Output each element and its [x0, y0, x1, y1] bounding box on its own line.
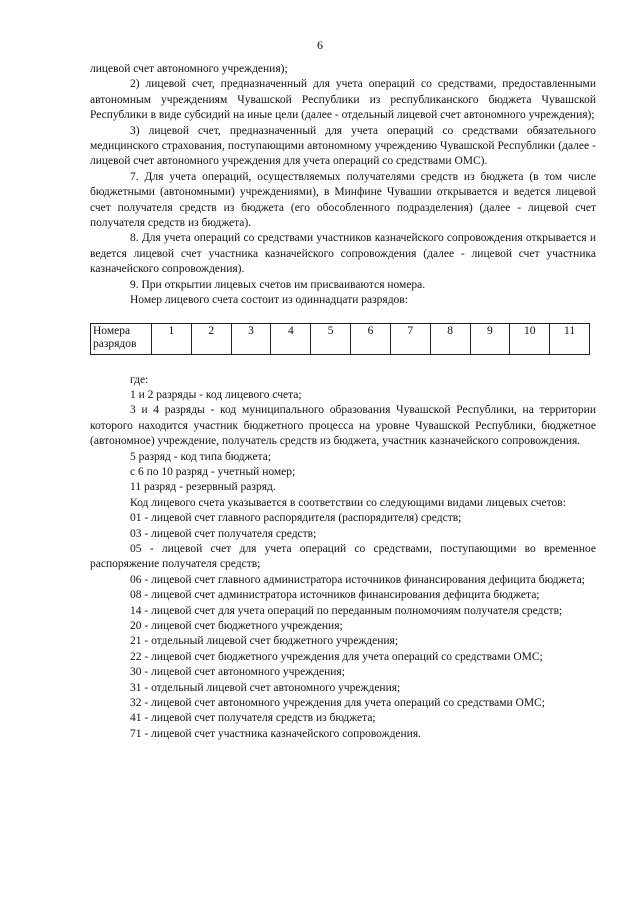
digits-table-header: Номера разрядов — [91, 323, 152, 354]
paragraph: 5 разряд - код типа бюджета; — [130, 450, 272, 463]
paragraphs-bottom — [90, 373, 596, 743]
digit-cell: 1 — [152, 323, 192, 354]
paragraph: лицевой счет автономного учреждения); — [90, 63, 288, 75]
digit-cell: 2 — [191, 323, 231, 354]
digit-cell: 7 — [390, 323, 430, 354]
paragraph: 20 - лицевой счет бюджетного учреждения; — [130, 620, 343, 632]
paragraph: 30 - лицевой счет автономного учреждения; — [130, 666, 345, 679]
paragraph: 31 - отдельный лицевой счет автономного учреждения; — [130, 681, 401, 694]
digit-cell: 8 — [430, 323, 470, 354]
paragraph: 11 разряд - резервный разряд. — [130, 481, 276, 494]
paragraph: 7. Для учета операций, осуществляемых получателями средств из бюджета (в том числе бюджетными (автономными) учреждениями), в Минфине Чувашии открывается и ведется лицевой счет получателя средств из бюджета (его обособленного подразделения) (далее - лицевой счет получателя средств из бюджета). — [90, 170, 596, 230]
paragraph: 1 и 2 разряды - код лицевого счета; — [130, 388, 302, 401]
paragraphs-top — [90, 62, 596, 309]
paragraph: 06 - лицевой счет главного администратора источников финансирования дефицита бюджета; — [130, 573, 585, 586]
paragraph: 03 - лицевой счет получателя средств; — [130, 527, 317, 540]
paragraph: 2) лицевой счет, предназначенный для учета операций со средствами, предоставленными автономным учреждениям Чувашской Республики из республиканского бюджета Чувашской Республики в виде субсидий на иные цели (далее - отдельный лицевой счет автономного учреждения); — [90, 78, 596, 122]
document-body — [90, 62, 596, 742]
paragraph: 01 - лицевой счет главного распорядителя (распорядителя) средств; — [130, 512, 462, 525]
paragraph: 9. При открытии лицевых счетов им присваиваются номера. — [130, 278, 426, 291]
digit-cell: 10 — [510, 323, 550, 354]
paragraph: Код лицевого счета указывается в соответствии со следующими видами лицевых счетов: — [130, 496, 566, 509]
paragraph: 3 и 4 разряды - код муниципального образования Чувашской Республики, на территории которого находится участник бюджетного процесса на уровне Чувашской Республики, бюджетное (автономное) учреждение, получатель средств из бюджета, участник казначейского сопровождения. — [90, 404, 596, 448]
digit-cell: 9 — [470, 323, 510, 354]
digit-cell: 11 — [550, 323, 590, 354]
digits-table-row — [91, 323, 590, 354]
paragraph: 32 - лицевой счет автономного учреждения для учета операций со средствами ОМС; — [130, 697, 545, 710]
digit-cell: 4 — [271, 323, 311, 354]
page-number: 6 — [317, 38, 323, 52]
digits-table — [90, 323, 590, 355]
paragraph: 41 - лицевой счет получателя средств из бюджета; — [130, 712, 376, 725]
paragraph: с 6 по 10 разряд - учетный номер; — [130, 465, 296, 478]
paragraph: 14 - лицевой счет для учета операций по переданным полномочиям получателя средств; — [130, 604, 563, 617]
paragraph: 21 - отдельный лицевой счет бюджетного учреждения; — [130, 635, 399, 648]
paragraph: 3) лицевой счет, предназначенный для учета операций со средствами обязательного медицинского страхования, поступающими автономному учреждению Чувашской Республики (далее - лицевой счет автономного учреждения для учета операций со средствами ОМС). — [90, 124, 596, 168]
paragraph: 8. Для учета операций со средствами участников казначейского сопровождения открывается и ведется лицевой счет участника казначейского сопровождения (далее - лицевой счет участника казначейского сопровождения). — [90, 232, 596, 276]
paragraph: 05 - лицевой счет для учета операций со средствами, поступающими во временное распоряжение получателя средств; — [90, 542, 596, 571]
digit-cell: 3 — [231, 323, 271, 354]
paragraph: 71 - лицевой счет участника казначейского сопровождения. — [130, 727, 422, 740]
digit-cell: 6 — [351, 323, 391, 354]
digit-cell: 5 — [311, 323, 351, 354]
paragraph: 08 - лицевой счет администратора источников финансирования дефицита бюджета; — [130, 589, 540, 602]
paragraph: где: — [130, 373, 149, 386]
paragraph: 22 - лицевой счет бюджетного учреждения для учета операций со средствами ОМС; — [130, 650, 543, 663]
paragraph: Номер лицевого счета состоит из одиннадцати разрядов: — [130, 294, 408, 307]
